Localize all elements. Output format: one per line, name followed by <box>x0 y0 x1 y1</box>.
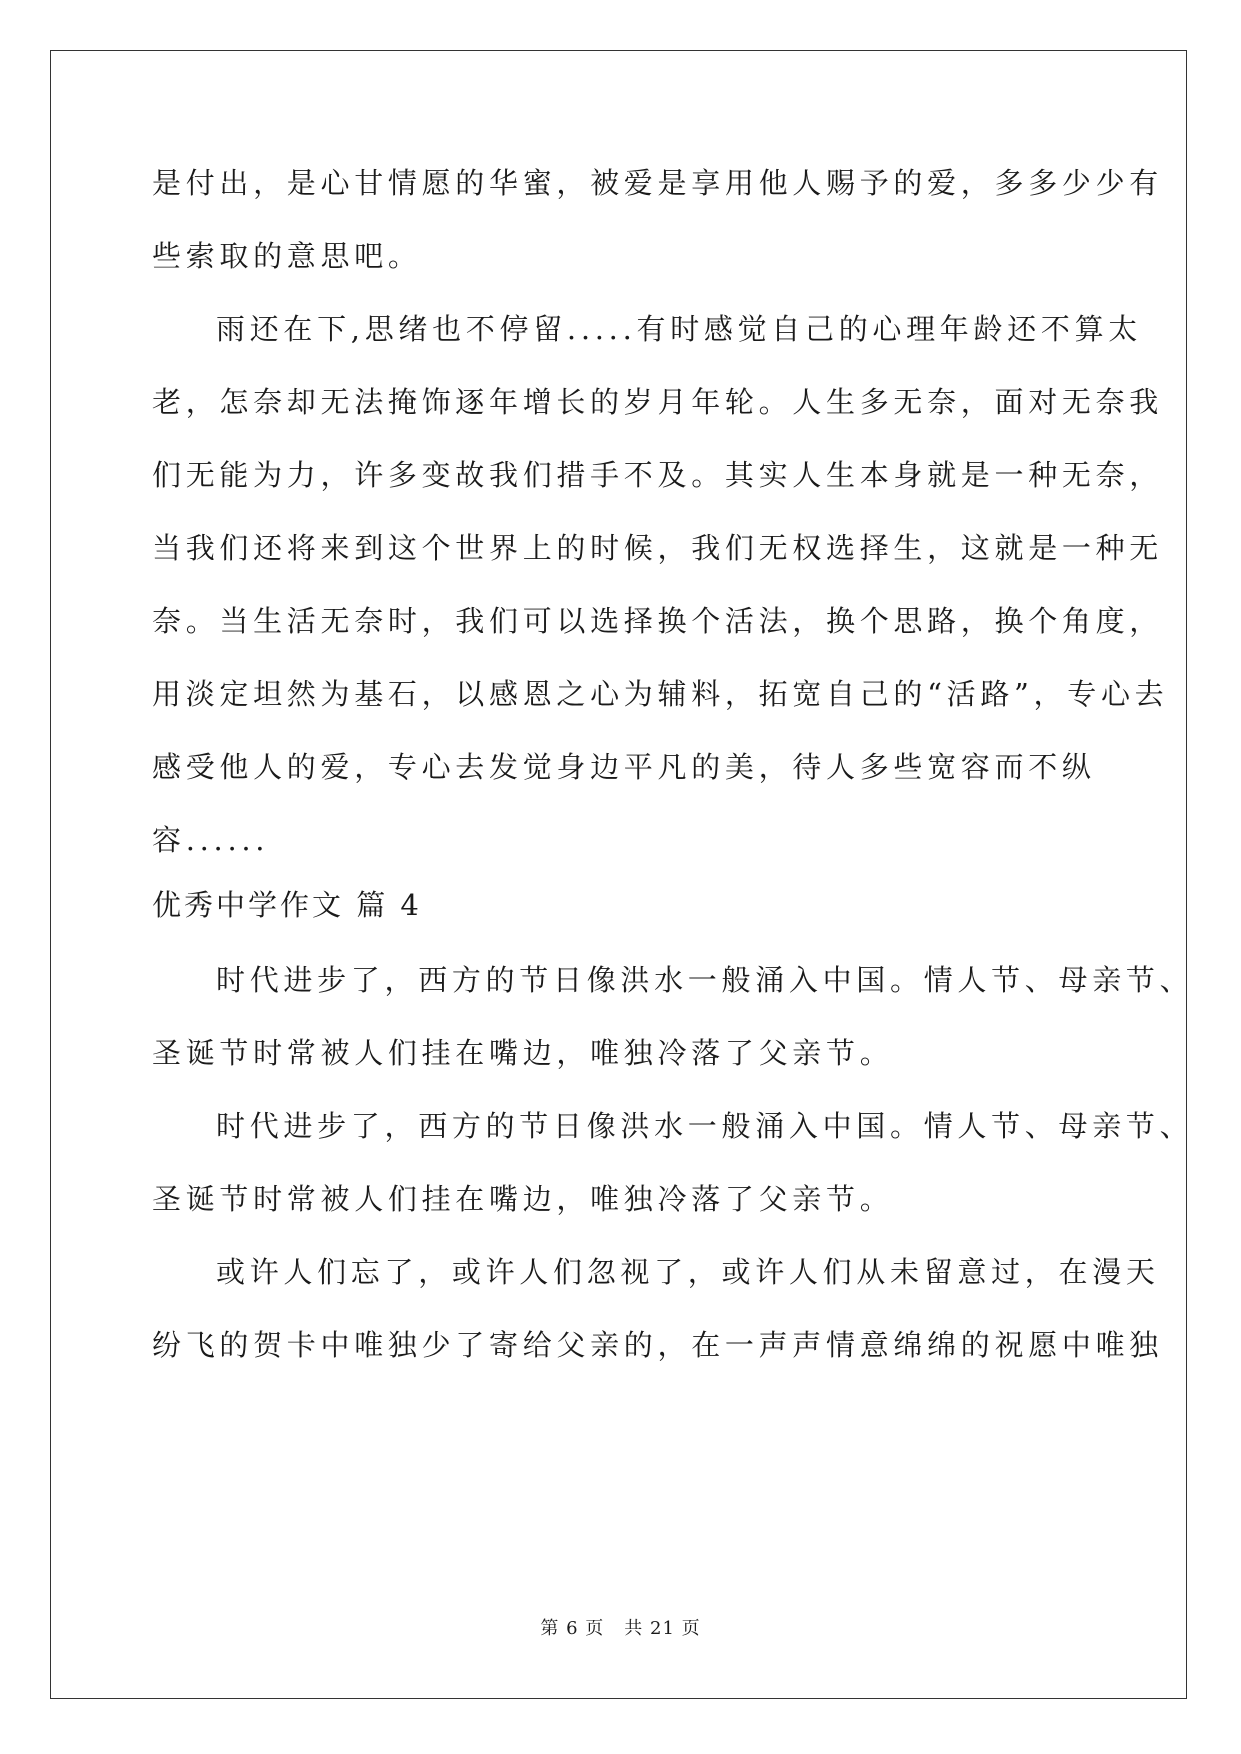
paragraph-line: 圣诞节时常被人们挂在嘴边，唯独冷落了父亲节。 <box>152 1036 894 1070</box>
page-frame <box>50 50 1187 1699</box>
page-footer <box>0 1617 1241 1641</box>
paragraph-line: 奈。当生活无奈时，我们可以选择换个活法，换个思路，换个角度， <box>152 604 1164 638</box>
paragraph-line: 时代进步了，西方的节日像洪水一般涌入中国。情人节、母亲节、 <box>216 963 1194 997</box>
paragraph-line: 当我们还将来到这个世界上的时候，我们无权选择生，这就是一种无 <box>152 531 1164 565</box>
section-heading: 优秀中学作文 篇 4 <box>152 888 422 922</box>
page-number: 第 6 页 <box>540 1618 605 1639</box>
paragraph-line: 纷飞的贺卡中唯独少了寄给父亲的，在一声声情意绵绵的祝愿中唯独 <box>152 1328 1164 1362</box>
paragraph-line: 老，怎奈却无法掩饰逐年增长的岁月年轮。人生多无奈，面对无奈我 <box>152 385 1164 419</box>
paragraph-line: 容...... <box>152 823 270 857</box>
paragraph-line: 感受他人的爱，专心去发觉身边平凡的美，待人多些宽容而不纵 <box>152 750 1096 784</box>
paragraph-line: 或许人们忘了，或许人们忽视了，或许人们从未留意过，在漫天 <box>216 1255 1160 1289</box>
paragraph-line: 雨还在下,思绪也不停留.....有时感觉自己的心理年龄还不算太 <box>216 312 1143 346</box>
paragraph-line: 时代进步了，西方的节日像洪水一般涌入中国。情人节、母亲节、 <box>216 1109 1194 1143</box>
paragraph-line: 是付出，是心甘情愿的华蜜，被爱是享用他人赐予的爱，多多少少有 <box>152 166 1164 200</box>
paragraph-line: 用淡定坦然为基石，以感恩之心为辅料，拓宽自己的“活路”，专心去 <box>152 677 1169 711</box>
paragraph-line: 们无能为力，许多变故我们措手不及。其实人生本身就是一种无奈， <box>152 458 1164 492</box>
paragraph-line: 些索取的意思吧。 <box>152 239 422 273</box>
page-total: 共 21 页 <box>624 1618 701 1639</box>
paragraph-line: 圣诞节时常被人们挂在嘴边，唯独冷落了父亲节。 <box>152 1182 894 1216</box>
